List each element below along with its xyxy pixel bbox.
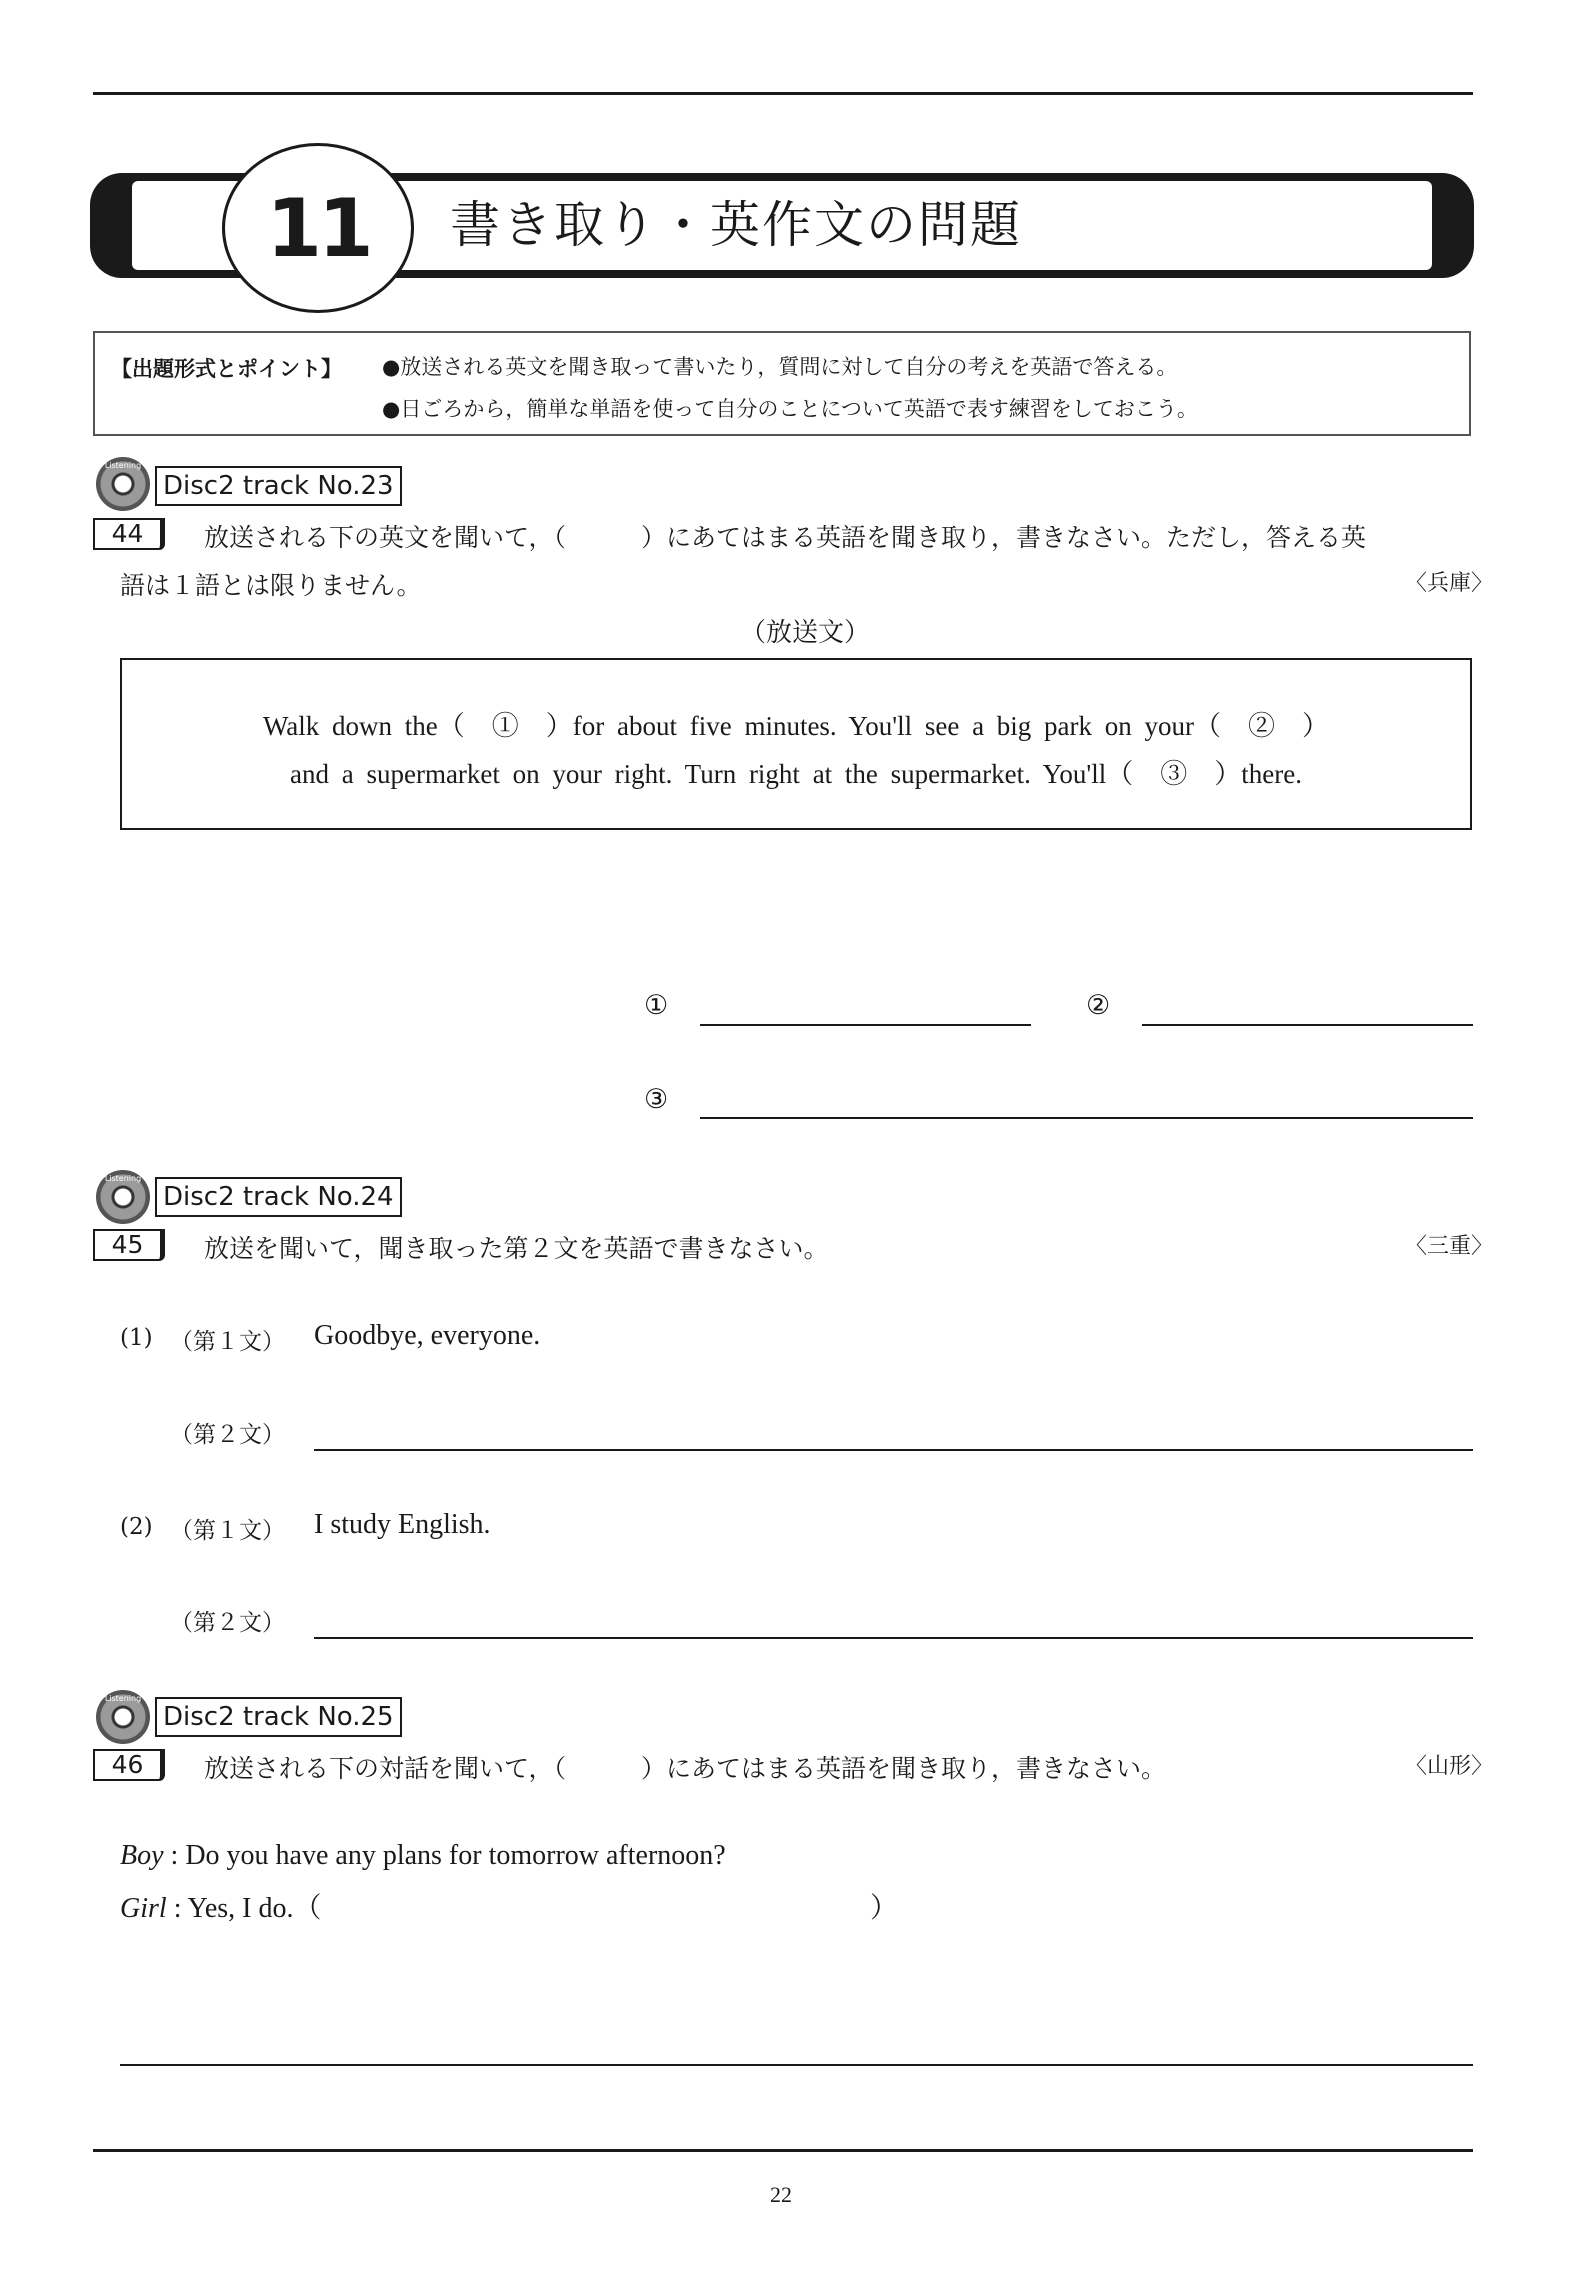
- question-instruction-cont: 語は１語とは限りません。: [120, 571, 422, 600]
- first-sentence-label: （第１文）: [170, 1518, 285, 1544]
- cd-icon: Listening: [96, 457, 150, 511]
- track-label: Disc2 track No.24: [155, 1177, 402, 1217]
- girl-line: Yes, I do.（: [187, 1893, 322, 1924]
- question-number: 45: [93, 1229, 165, 1261]
- question-number: 44: [93, 518, 165, 550]
- points-box: [93, 331, 1471, 436]
- bottom-rule: [93, 2149, 1473, 2152]
- chapter-number: 11: [222, 143, 414, 313]
- source-label: 〈山形〉: [1405, 1754, 1494, 1779]
- item-number: (1): [120, 1325, 153, 1351]
- answer-line-2[interactable]: [1142, 1024, 1473, 1026]
- speaker-boy: Boy: [120, 1840, 164, 1871]
- answer-label: ①: [644, 990, 669, 1021]
- question-instruction: 放送を聞いて，聞き取った第２文を英語で書きなさい。: [204, 1234, 829, 1263]
- question-number: 46: [93, 1749, 165, 1781]
- track-label: Disc2 track No.25: [155, 1697, 402, 1737]
- script-label: （放送文）: [740, 618, 871, 647]
- answer-line[interactable]: [314, 1637, 1473, 1639]
- top-rule: [93, 92, 1473, 95]
- answer-line-3[interactable]: [700, 1117, 1473, 1119]
- answer-label: ②: [1086, 990, 1111, 1021]
- cd-icon: Listening: [96, 1170, 150, 1224]
- boy-line: Do you have any plans for tomorrow afternoon?: [185, 1840, 726, 1871]
- answer-line-1[interactable]: [700, 1024, 1031, 1026]
- points-label: 【出題形式とポイント】: [111, 357, 342, 381]
- dialogue-line-girl: Girl : Yes, I do.（: [120, 1893, 322, 1924]
- source-label: 〈三重〉: [1405, 1234, 1494, 1259]
- answer-label: ③: [644, 1084, 669, 1115]
- track-label: Disc2 track No.23: [155, 466, 402, 506]
- answer-line[interactable]: [120, 2064, 1473, 2066]
- passage-line: and a supermarket on your right. Turn right at the supermarket. You'll（ ③ ）there.: [290, 759, 1302, 789]
- first-sentence: I study English.: [314, 1509, 491, 1540]
- source-label: 〈兵庫〉: [1405, 571, 1494, 596]
- point-item: ●放送される英文を聞き取って書いたり，質問に対して自分の考えを英語で答える。: [382, 355, 1178, 379]
- page-number: 22: [770, 2182, 792, 2207]
- question-instruction: 放送される下の対話を聞いて，（ ）にあてはまる英語を聞き取り，書きなさい。: [204, 1754, 1167, 1783]
- speaker-girl: Girl: [120, 1893, 167, 1924]
- point-item: ●日ごろから，簡単な単語を使って自分のことについて英語で表す練習をしておこう。: [382, 397, 1198, 421]
- answer-line[interactable]: [314, 1449, 1473, 1451]
- second-sentence-label: （第２文）: [170, 1422, 285, 1448]
- first-sentence-label: （第１文）: [170, 1329, 285, 1355]
- question-instruction: 放送される下の英文を聞いて，（ ）にあてはまる英語を聞き取り，書きなさい。ただし，答える英: [204, 523, 1367, 552]
- item-number: (2): [120, 1514, 153, 1540]
- chapter-title: 書き取り・英作文の問題: [450, 196, 1022, 254]
- girl-line-close: ）: [870, 1893, 899, 1924]
- first-sentence: Goodbye, everyone.: [314, 1320, 541, 1351]
- passage-box: [120, 658, 1472, 830]
- dialogue-line-boy: Boy : Do you have any plans for tomorrow afternoon?: [120, 1840, 726, 1871]
- passage-line: Walk down the（ ① ）for about five minutes. You'll see a big park on your（ ② ）: [262, 711, 1330, 741]
- second-sentence-label: （第２文）: [170, 1610, 285, 1636]
- cd-icon: Listening: [96, 1690, 150, 1744]
